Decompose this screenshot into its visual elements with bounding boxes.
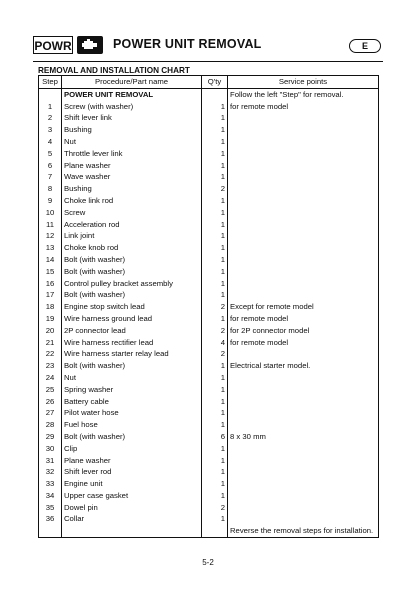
table-row xyxy=(39,313,379,325)
page-number: 5-2 xyxy=(202,558,214,567)
service-point-cell: 8 x 30 mm xyxy=(228,431,379,443)
table-row xyxy=(39,348,379,360)
part-name-cell: Acceleration rod xyxy=(62,219,202,231)
table-row xyxy=(39,360,379,372)
part-name-cell: Nut xyxy=(62,136,202,148)
step-cell: 12 xyxy=(39,230,62,242)
part-name-cell: Screw xyxy=(62,207,202,219)
language-badge: E xyxy=(349,39,381,53)
part-name-cell: Control pulley bracket assembly xyxy=(62,278,202,290)
step-cell: 26 xyxy=(39,396,62,408)
table-row xyxy=(39,372,379,384)
engine-icon xyxy=(77,36,103,54)
table-row xyxy=(39,490,379,502)
service-point-cell xyxy=(228,171,379,183)
table-row xyxy=(39,407,379,419)
qty-cell: 1 xyxy=(202,490,228,502)
service-point-cell xyxy=(228,478,379,490)
qty-cell: 1 xyxy=(202,148,228,160)
table-row xyxy=(39,195,379,207)
table-row xyxy=(39,207,379,219)
table-row xyxy=(39,431,379,443)
service-point-cell xyxy=(228,513,379,525)
part-name-cell: Bolt (with washer) xyxy=(62,360,202,372)
part-name-cell: Shift lever rod xyxy=(62,466,202,478)
qty-cell: 1 xyxy=(202,313,228,325)
service-point-cell xyxy=(228,124,379,136)
part-name-cell: Choke knob rod xyxy=(62,242,202,254)
step-cell xyxy=(39,88,62,100)
qty-cell: 1 xyxy=(202,207,228,219)
part-name-cell: Wire harness rectifier lead xyxy=(62,337,202,349)
step-cell: 33 xyxy=(39,478,62,490)
service-point-cell xyxy=(228,207,379,219)
table-row xyxy=(39,337,379,349)
step-cell: 7 xyxy=(39,171,62,183)
qty-cell: 2 xyxy=(202,183,228,195)
qty-cell: 1 xyxy=(202,278,228,290)
qty-cell: 2 xyxy=(202,348,228,360)
step-cell: 10 xyxy=(39,207,62,219)
table-row xyxy=(39,384,379,396)
part-name-cell: Engine unit xyxy=(62,478,202,490)
part-name-cell: Bushing xyxy=(62,124,202,136)
table-row xyxy=(39,148,379,160)
qty-cell: 1 xyxy=(202,360,228,372)
part-name-cell: Plane washer xyxy=(62,160,202,172)
qty-cell: 4 xyxy=(202,337,228,349)
qty-cell: 1 xyxy=(202,136,228,148)
removal-chart-table xyxy=(38,75,379,538)
qty-cell: 1 xyxy=(202,266,228,278)
part-name-cell: Engine stop switch lead xyxy=(62,301,202,313)
qty-cell: 1 xyxy=(202,443,228,455)
step-cell: 4 xyxy=(39,136,62,148)
step-cell: 5 xyxy=(39,148,62,160)
part-name-cell xyxy=(62,525,202,537)
page-title: POWER UNIT REMOVAL xyxy=(113,37,262,51)
table-row xyxy=(39,513,379,525)
part-name-cell: Spring washer xyxy=(62,384,202,396)
qty-cell: 1 xyxy=(202,219,228,231)
table-row xyxy=(39,124,379,136)
part-name-cell: Collar xyxy=(62,513,202,525)
step-cell: 8 xyxy=(39,183,62,195)
service-point-cell: for remote model xyxy=(228,101,379,113)
service-point-cell xyxy=(228,219,379,231)
service-point-cell xyxy=(228,242,379,254)
part-name-cell: Battery cable xyxy=(62,396,202,408)
table-row xyxy=(39,171,379,183)
table-row xyxy=(39,88,379,100)
part-name-cell: Bushing xyxy=(62,183,202,195)
qty-cell: 1 xyxy=(202,372,228,384)
qty-cell: 1 xyxy=(202,171,228,183)
part-name-cell: Link joint xyxy=(62,230,202,242)
step-cell: 18 xyxy=(39,301,62,313)
step-cell: 31 xyxy=(39,455,62,467)
table-row xyxy=(39,325,379,337)
column-header-part: Procedure/Part name xyxy=(62,76,202,89)
part-name-cell: Screw (with washer) xyxy=(62,101,202,113)
table-row xyxy=(39,254,379,266)
step-cell: 19 xyxy=(39,313,62,325)
service-point-cell xyxy=(228,419,379,431)
qty-cell: 1 xyxy=(202,160,228,172)
table-row xyxy=(39,242,379,254)
qty-cell: 1 xyxy=(202,455,228,467)
part-name-cell: Throttle lever link xyxy=(62,148,202,160)
page-header xyxy=(33,36,381,56)
service-point-cell xyxy=(228,372,379,384)
service-point-cell xyxy=(228,396,379,408)
table-row xyxy=(39,230,379,242)
table-row xyxy=(39,396,379,408)
chart-title: REMOVAL AND INSTALLATION CHART xyxy=(38,66,190,75)
table-row xyxy=(39,419,379,431)
table-row xyxy=(39,466,379,478)
step-cell: 23 xyxy=(39,360,62,372)
qty-cell: 2 xyxy=(202,325,228,337)
header-rule xyxy=(33,61,383,62)
step-cell: 20 xyxy=(39,325,62,337)
service-point-cell xyxy=(228,136,379,148)
table-row xyxy=(39,455,379,467)
step-cell: 3 xyxy=(39,124,62,136)
part-name-cell: POWER UNIT REMOVAL xyxy=(62,88,202,100)
step-cell: 32 xyxy=(39,466,62,478)
qty-cell: 1 xyxy=(202,407,228,419)
step-cell: 25 xyxy=(39,384,62,396)
service-point-cell xyxy=(228,195,379,207)
qty-cell: 1 xyxy=(202,513,228,525)
qty-cell: 1 xyxy=(202,242,228,254)
step-cell: 27 xyxy=(39,407,62,419)
service-point-cell xyxy=(228,112,379,124)
service-point-cell xyxy=(228,254,379,266)
service-point-cell xyxy=(228,348,379,360)
qty-cell: 1 xyxy=(202,112,228,124)
service-point-cell: Electrical starter model. xyxy=(228,360,379,372)
step-cell: 6 xyxy=(39,160,62,172)
part-name-cell: Bolt (with washer) xyxy=(62,266,202,278)
part-name-cell: Wire harness ground lead xyxy=(62,313,202,325)
qty-cell: 1 xyxy=(202,396,228,408)
service-point-cell: Follow the left "Step" for removal. xyxy=(228,88,379,100)
table-row xyxy=(39,301,379,313)
table-row xyxy=(39,278,379,290)
step-cell: 17 xyxy=(39,289,62,301)
qty-cell: 1 xyxy=(202,478,228,490)
part-name-cell: Bolt (with washer) xyxy=(62,254,202,266)
part-name-cell: Shift lever link xyxy=(62,112,202,124)
part-name-cell: Wire harness starter relay lead xyxy=(62,348,202,360)
qty-cell: 6 xyxy=(202,431,228,443)
step-cell: 24 xyxy=(39,372,62,384)
part-name-cell: Dowel pin xyxy=(62,502,202,514)
step-cell: 30 xyxy=(39,443,62,455)
service-point-cell: for 2P connector model xyxy=(228,325,379,337)
part-name-cell: 2P connector lead xyxy=(62,325,202,337)
table-row xyxy=(39,443,379,455)
service-point-cell xyxy=(228,443,379,455)
qty-cell xyxy=(202,525,228,537)
step-cell: 16 xyxy=(39,278,62,290)
table-row xyxy=(39,183,379,195)
qty-cell: 1 xyxy=(202,230,228,242)
step-cell: 35 xyxy=(39,502,62,514)
part-name-cell: Choke link rod xyxy=(62,195,202,207)
table-row xyxy=(39,525,379,537)
service-point-cell xyxy=(228,160,379,172)
chart-body xyxy=(39,88,379,537)
qty-cell: 1 xyxy=(202,101,228,113)
part-name-cell: Fuel hose xyxy=(62,419,202,431)
qty-cell: 1 xyxy=(202,195,228,207)
step-cell: 28 xyxy=(39,419,62,431)
part-name-cell: Pilot water hose xyxy=(62,407,202,419)
table-row xyxy=(39,112,379,124)
service-point-cell xyxy=(228,183,379,195)
table-header-row xyxy=(39,76,379,89)
part-name-cell: Clip xyxy=(62,443,202,455)
table-row xyxy=(39,160,379,172)
table-row xyxy=(39,266,379,278)
part-name-cell: Bolt (with washer) xyxy=(62,431,202,443)
service-point-cell xyxy=(228,384,379,396)
part-name-cell: Bolt (with washer) xyxy=(62,289,202,301)
step-cell: 29 xyxy=(39,431,62,443)
table-row xyxy=(39,478,379,490)
table-row xyxy=(39,289,379,301)
qty-cell: 1 xyxy=(202,254,228,266)
service-point-cell xyxy=(228,455,379,467)
column-header-service-points: Service points xyxy=(228,76,379,89)
step-cell: 13 xyxy=(39,242,62,254)
table-row xyxy=(39,502,379,514)
service-point-cell xyxy=(228,230,379,242)
step-cell: 34 xyxy=(39,490,62,502)
service-point-cell xyxy=(228,148,379,160)
step-cell: 22 xyxy=(39,348,62,360)
column-header-qty: Q'ty xyxy=(202,76,228,89)
part-name-cell: Upper case gasket xyxy=(62,490,202,502)
step-cell: 1 xyxy=(39,101,62,113)
service-point-cell xyxy=(228,278,379,290)
qty-cell: 1 xyxy=(202,124,228,136)
service-point-cell xyxy=(228,466,379,478)
qty-cell: 1 xyxy=(202,289,228,301)
column-header-step: Step xyxy=(39,76,62,89)
qty-cell: 1 xyxy=(202,466,228,478)
service-point-cell xyxy=(228,490,379,502)
step-cell: 21 xyxy=(39,337,62,349)
step-cell: 14 xyxy=(39,254,62,266)
service-point-cell xyxy=(228,407,379,419)
part-name-cell: Plane washer xyxy=(62,455,202,467)
qty-cell: 2 xyxy=(202,502,228,514)
qty-cell: 1 xyxy=(202,419,228,431)
table-row xyxy=(39,219,379,231)
step-cell: 15 xyxy=(39,266,62,278)
service-point-cell xyxy=(228,502,379,514)
table-row xyxy=(39,136,379,148)
part-name-cell: Nut xyxy=(62,372,202,384)
part-name-cell: Wave washer xyxy=(62,171,202,183)
service-point-cell: Except for remote model xyxy=(228,301,379,313)
step-cell: 36 xyxy=(39,513,62,525)
qty-cell xyxy=(202,88,228,100)
service-point-cell xyxy=(228,289,379,301)
step-cell xyxy=(39,525,62,537)
service-point-cell: for remote model xyxy=(228,313,379,325)
service-point-cell: for remote model xyxy=(228,337,379,349)
service-point-cell: Reverse the removal steps for installation. xyxy=(228,525,379,537)
table-row xyxy=(39,101,379,113)
section-code-box: POWR xyxy=(33,36,73,54)
qty-cell: 1 xyxy=(202,384,228,396)
step-cell: 9 xyxy=(39,195,62,207)
service-point-cell xyxy=(228,266,379,278)
step-cell: 2 xyxy=(39,112,62,124)
step-cell: 11 xyxy=(39,219,62,231)
qty-cell: 2 xyxy=(202,301,228,313)
